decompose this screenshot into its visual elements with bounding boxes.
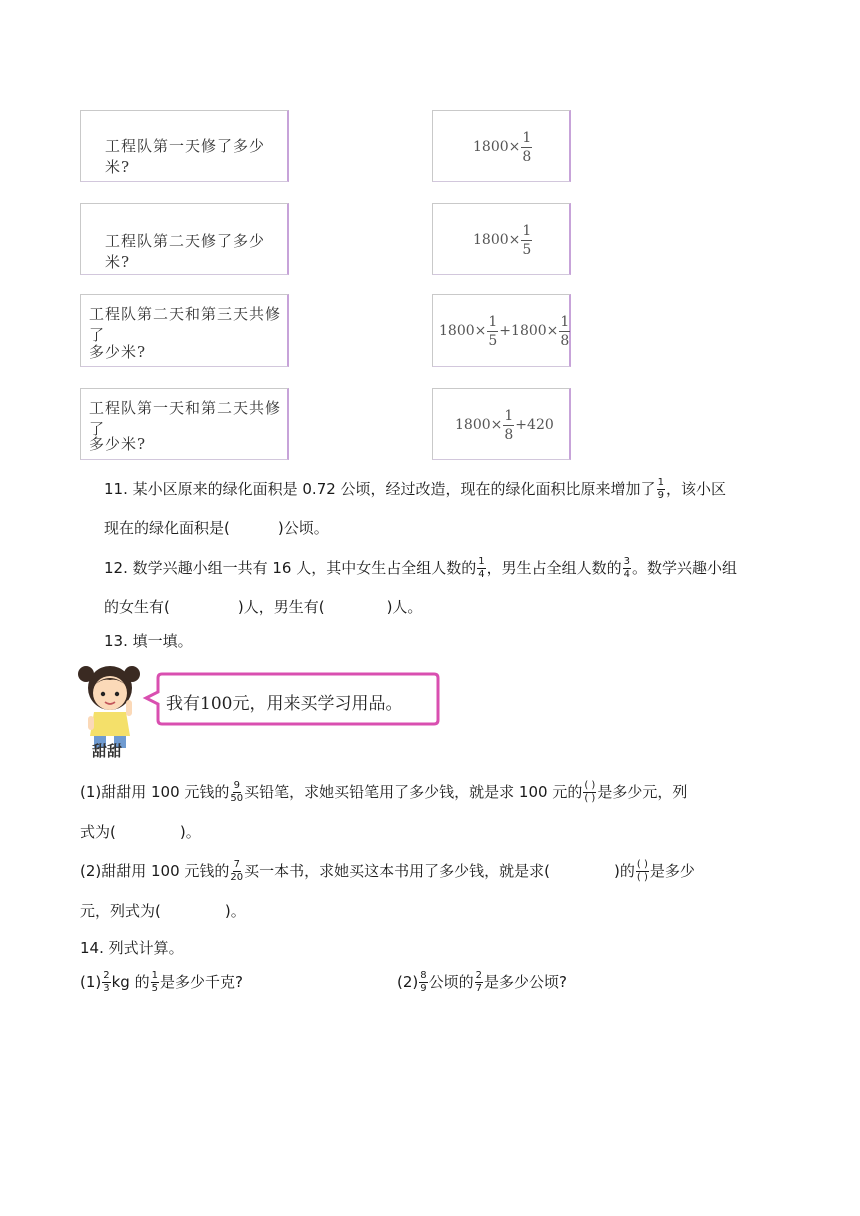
q14-part2: (2) $\frac{8}{9}$ 公顷的 $\frac{2}{7}$ 是多少公顷? <box>397 970 567 994</box>
match-right-box-2 <box>432 203 571 275</box>
match-left-text-1: 工程队第一天修了多少米? <box>105 137 266 176</box>
fraction: $\frac{1}{5}$ <box>522 222 532 258</box>
q13-title: 13. 填一填。 <box>104 632 193 650</box>
q12-line-1: 12. 数学兴趣小组一共有 16 人，其中女生占全组人数的 $\frac{1}{4}$ ，男生占全组人数的 $\frac{3}{4}$ 。数学兴趣小组 <box>104 556 738 580</box>
girl-name-label: 甜甜 <box>92 742 123 760</box>
expression-4: 1800 × $\frac{1}{8}$ + 420 <box>455 407 554 443</box>
q14-title: 14. 列式计算。 <box>80 939 184 957</box>
q13-part1-line2: 式为( )。 <box>80 823 201 841</box>
fraction: $\frac{1}{5}$ <box>488 313 498 349</box>
q14-part1: (1) $\frac{2}{3}$ kg 的 $\frac{1}{5}$ 是多少千克? <box>80 970 243 994</box>
match-left-text-3a: 工程队第二天和第三天共修了 <box>89 305 282 344</box>
speech-text: 我有100元，用来买学习用品。 <box>166 694 403 714</box>
expression-3: 1800 × $\frac{1}{5}$ + 1800 × $\frac{1}{8}$ <box>439 313 570 349</box>
match-right-box-4 <box>432 388 571 460</box>
fraction: $\frac{1}{9}$ <box>657 477 664 501</box>
match-right-box-3 <box>432 294 571 367</box>
match-left-box-1 <box>80 110 289 182</box>
match-left-text-4a: 工程队第一天和第二天共修了 <box>89 399 282 438</box>
fraction: $\frac{2}{7}$ <box>475 970 483 994</box>
match-right-box-1 <box>432 110 571 182</box>
expression-2: 1800 × $\frac{1}{5}$ <box>473 222 532 258</box>
fraction: $\frac{3}{4}$ <box>623 556 631 580</box>
fraction: $\frac{2}{3}$ <box>103 970 110 994</box>
q11-line-2: 现在的绿化面积是( )公顷。 <box>104 519 329 537</box>
q12-line-2: 的女生有( )人，男生有( )人。 <box>104 598 423 616</box>
fraction: $\frac{1}{8}$ <box>522 129 532 165</box>
match-left-box-4 <box>80 388 289 460</box>
match-left-text-2: 工程队第二天修了多少米? <box>105 232 266 271</box>
q13-part1-line1: (1)甜甜用 100 元钱的 $\frac{9}{50}$ 买铅笔，求她买铅笔用了多少钱，就是求 100 元的 ( ) ( ) 是多少元，列 <box>80 780 688 804</box>
match-left-text-3b: 多少米? <box>89 343 147 361</box>
q13-part2-line2: 元，列式为( )。 <box>80 902 246 920</box>
match-left-box-3 <box>80 294 289 367</box>
match-left-box-2 <box>80 203 289 275</box>
q11-line-1: 11. 某小区原来的绿化面积是 0.72 公顷，经过改造，现在的绿化面积比原来增加了 $\frac{1}{9}$ ，该小区 <box>104 477 726 501</box>
match-left-text-4b: 多少米? <box>89 435 147 453</box>
fraction: $\frac{1}{8}$ <box>560 313 570 349</box>
fraction: $\frac{8}{9}$ <box>420 970 427 994</box>
blank-fraction[interactable]: ( ) ( ) <box>584 780 596 804</box>
fraction: $\frac{9}{50}$ <box>230 780 244 804</box>
fraction: $\frac{7}{20}$ <box>230 859 244 883</box>
fraction: $\frac{1}{5}$ <box>151 970 158 994</box>
expression-1: 1800 × $\frac{1}{8}$ <box>473 129 532 165</box>
q13-part2-line1: (2)甜甜用 100 元钱的 $\frac{7}{20}$ 买一本书，求她买这本书用了多少钱，就是求( )的 ( ) ( ) 是多少 <box>80 859 695 883</box>
fraction: $\frac{1}{4}$ <box>478 556 485 580</box>
blank-fraction[interactable]: ( ) ( ) <box>636 859 648 883</box>
fraction: $\frac{1}{8}$ <box>504 407 514 443</box>
